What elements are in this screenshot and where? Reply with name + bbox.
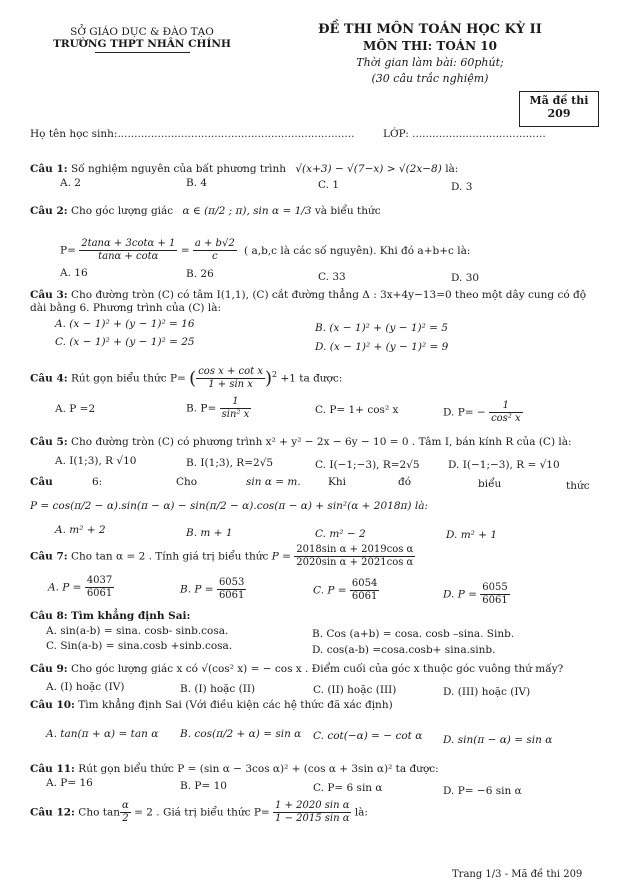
formula-p: P = [271,550,291,563]
denominator: 6061 [351,591,378,602]
school-name: TRƯỜNG THPT NHÂN CHÍNH [53,38,231,50]
q5-option-a: A. I(1;3), R √10 [55,455,137,467]
numerator: 1 [220,396,252,409]
question-12 [30,800,368,825]
fraction [196,366,265,391]
question-2 [30,205,381,217]
fraction [489,400,523,425]
denominator: 2020sin α + 2021cos α [296,557,414,568]
denominator: c [211,251,218,262]
numerator: 2tanα + 3cotα + 1 [81,238,176,249]
fraction [217,577,246,602]
q6-number: 6: [92,476,103,488]
question-tail: là: [445,163,459,175]
option-prefix: A. P = [48,581,82,594]
q6-expression: P = cos(π/2 − α).sin(π − α) − sin(π/2 − α).cos(π − α) + sin²(α + 2018π) là: [30,500,429,512]
q7-option-b [180,577,246,602]
denominator: cos² x [491,413,521,424]
q8-option-c: C. Sin(a-b) = sina.cosb +sinb.cosa. [46,640,233,652]
q7-option-a [48,575,114,600]
question-text: Cho góc lượng giác [70,205,174,217]
question-text: Cho tan α = 2 . Tính giá trị biểu thức [70,550,269,563]
denominator: tanα + cotα [98,251,159,262]
q6-option-a: A. m² + 2 [55,524,106,536]
numerator: α [122,800,129,811]
question-text: Tìm khẳng định Sai: [70,610,191,622]
question-expression: √(x+3) − √(7−x) > √(2x−8) [295,163,442,175]
q3-option-c: C. (x − 1)² + (y − 1)² = 25 [55,336,195,348]
q10-option-c: C. cot(−α) = − cot α [313,730,423,742]
question-label: Câu 1: [30,163,68,175]
question-7 [30,544,415,569]
question-text: Số nghiệm nguyên của bất phương trình [70,163,287,175]
q6-option-d: D. m² + 1 [446,529,498,541]
exam-code-label: Mã đề thi [529,94,589,107]
question-1 [30,163,458,175]
question-label: Câu 4: [30,372,68,385]
numerator: 4037 [86,575,113,586]
formula-p: P= [60,244,76,257]
q2-option-d: D. 30 [451,272,480,284]
question-text: Cho góc lượng giác x có √(cos² x) = − cos x . Điểm cuối của góc x thuộc góc vuông thứ mấy? [70,663,564,675]
q10-option-b: B. cos(π/2 + α) = sin α [180,728,302,740]
page-footer: Trang 1/3 - Mã đề thi 209 [452,869,583,880]
denominator: 6061 [482,595,508,606]
school-underline [95,52,190,53]
numerator: 2018sin α + 2019cos α [296,544,414,555]
question-text-2: = 2 . Giá trị biểu thức P= [134,806,270,819]
equals: = [180,244,190,257]
q9-option-d: D. (III) hoặc (IV) [443,686,531,698]
question-3-line2: dài bằng 6. Phương trình của (C) là: [30,302,221,314]
q4-option-a: A. P =2 [55,403,96,415]
q2-formula [60,238,470,263]
denominator: 6061 [218,590,245,601]
denominator: sin² x [221,409,250,420]
fraction [273,800,351,825]
question-tail: là: [354,806,368,819]
question-text: Rút gọn biểu thức P= [70,372,186,385]
question-label: Câu 12: [30,806,75,819]
q9-option-a: A. (I) hoặc (IV) [46,681,125,693]
question-text: Cho đường tròn (C) có phương trình x² + y² − 2x − 6y − 10 = 0 . Tâm I, bán kính R của (C) là: [70,436,572,448]
q1-option-b: B. 4 [186,177,208,189]
q3-option-b: B. (x − 1)² + (y − 1)² = 5 [315,322,448,334]
q1-option-c: C. 1 [318,179,340,191]
denominator: 1 + sin x [208,379,253,390]
question-text: Cho tan [78,806,120,819]
question-label: Câu 5: [30,436,68,448]
question-label: Câu 3: [30,289,68,301]
q5-option-b: B. I(1;3), R=2√5 [186,457,274,469]
question-text: Cho đường tròn (C) có tâm I(1,1), (C) cắt đường thẳng Δ : 3x+4y−13=0 theo một dây cung có độ [70,289,587,301]
question-8 [30,610,190,622]
question-label: Câu 11: [30,763,75,775]
q11-option-a: A. P= 16 [46,777,93,789]
exam-subject: MÔN THI: TOÁN 10 [363,39,497,53]
student-class-field: LỚP: ........................................ [383,128,546,140]
exam-title: ĐỀ THI MÔN TOÁN HỌC KỲ II [318,22,542,37]
q5-option-d: D. I(−1;−3), R = √10 [448,459,560,471]
q4-option-d [443,400,523,425]
q11-option-d: D. P= −6 sin α [443,785,522,797]
numerator: 1 + 2020 sin α [275,800,350,811]
question-label: Câu 9: [30,663,68,675]
numerator: cos x + cot x [198,366,263,377]
denominator: 1 − 2015 sin α [275,813,350,824]
fraction [350,578,379,603]
q10-option-a: A. tan(π + α) = tan α [46,728,159,740]
q9-option-b: B. (I) hoặc (II) [180,683,256,695]
q3-option-d: D. (x − 1)² + (y − 1)² = 9 [315,341,449,353]
dept-name: SỞ GIÁO DỤC & ĐÀO TẠO [70,26,214,38]
fraction [480,582,509,607]
numerator: 6054 [351,578,378,589]
question-count: (30 câu trắc nghiệm) [371,72,489,85]
fraction [193,238,237,263]
question-11 [30,763,439,775]
question-text: Rút gọn biểu thức P = (sin α − 3cos α)² + (cos α + 3sin α)² ta được: [78,763,439,775]
fraction [220,396,252,421]
paren-close: ) [264,368,272,389]
question-label: Câu 10: [30,699,75,711]
q6-word-cho: Cho [176,476,198,488]
question-label: Câu 2: [30,205,68,217]
q2-option-c: C. 33 [318,271,346,283]
question-label: Câu 8: [30,610,68,622]
q6-word-khi: Khi [328,476,346,488]
denominator: 2 [122,813,129,824]
q2-option-a: A. 16 [60,267,88,279]
option-prefix: B. P= [186,402,217,415]
q6-given: sin α = m. [246,476,301,488]
fraction [85,575,114,600]
numerator: 6053 [218,577,245,588]
option-prefix: D. P= − [443,406,486,419]
question-tail: +1 ta được: [280,372,343,385]
question-3 [30,289,586,301]
formula-note: ( a,b,c là các số nguyên). Khi đó a+b+c là: [244,244,471,257]
exam-time: Thời gian làm bài: 60phút; [356,56,504,69]
denominator: 6061 [86,588,113,599]
exam-code: 209 [547,107,571,120]
q11-option-b: B. P= 10 [180,780,227,792]
question-5 [30,436,572,448]
q7-option-d [443,582,510,607]
option-prefix: B. P = [180,583,214,596]
question-label: Câu 7: [30,550,68,563]
numerator: a + b√2 [194,238,235,249]
question-10 [30,699,393,711]
paren-open: ( [189,368,197,389]
fraction [294,544,415,569]
exam-code-box [519,91,599,127]
q6-label: Câu [30,476,53,488]
question-9 [30,663,563,675]
question-tail: và biểu thức [314,205,381,217]
q6-word-thuc: thức [566,480,590,492]
question-expression: α ∈ (π/2 ; π), sin α = 1/3 [182,205,312,217]
q3-option-a: A. (x − 1)² + (y − 1)² = 16 [55,318,195,330]
option-prefix: C. P = [313,584,347,597]
q4-option-c: C. P= 1+ cos² x [315,404,399,416]
option-prefix: D. P = [443,588,477,601]
fraction [79,238,177,263]
q6-word-do: đó [398,476,412,488]
q8-option-d: D. cos(a-b) =cosa.cosb+ sina.sinb. [312,644,496,656]
q1-option-a: A. 2 [60,177,81,189]
exponent: 2 [272,370,278,379]
q11-option-c: C. P= 6 sin α [313,782,383,794]
q8-option-a: A. sin(a-b) = sina. cosb- sinb.cosa. [46,625,229,637]
q8-option-b: B. Cos (a+b) = cosa. cosb –sina. Sinb. [312,628,515,640]
q4-option-b [186,396,251,421]
q10-option-d: D. sin(π − α) = sin α [443,734,553,746]
student-name-field: Họ tên học sinh:....................................................................... [30,128,355,140]
q2-option-b: B. 26 [186,268,214,280]
q6-option-b: B. m + 1 [186,527,233,539]
q1-option-d: D. 3 [451,181,473,193]
fraction [120,800,131,825]
q6-word-bieu: biểu [478,478,502,490]
q9-option-c: C. (II) hoặc (III) [313,684,397,696]
numerator: 6055 [482,582,508,593]
q5-option-c: C. I(−1;−3), R=2√5 [315,459,420,471]
q7-option-c [313,578,379,603]
question-text: Tìm khẳng định Sai (Với điều kiện các hệ thức đã xác định) [78,699,393,711]
numerator: 1 [489,400,523,413]
question-4 [30,366,342,391]
q6-option-c: C. m² − 2 [315,528,366,540]
